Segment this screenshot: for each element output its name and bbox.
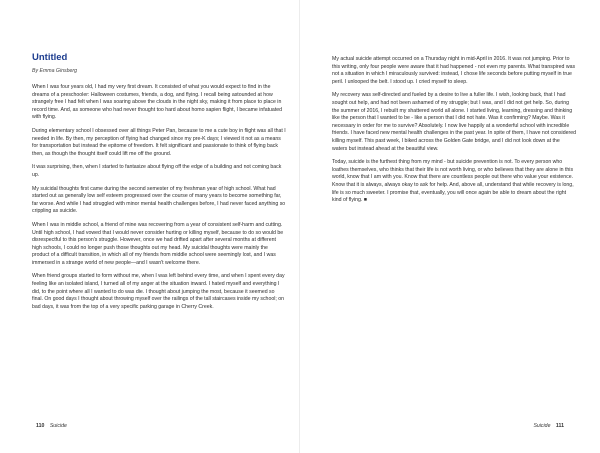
left-column-text: [32, 84, 286, 317]
left-page-footer: [32, 423, 67, 429]
paragraph: During elementary school I obsessed over all things Peter Pan, because to me a cute boy in flight was all that I needed in life. By then, my perception of flying had changed since my pre-K days; I viewed it not as a means for transportation but instead the epitome of freedom. It felt significant and passionate to think of flying back then, as though the thought itself could lift me off the ground.: [32, 127, 286, 157]
paragraph: When I was four years old, I had my very first dream. It consisted of what you would expect to find in the dreams of a preschooler: Halloween costumes, friends, a dog, and flying. I recall being astounded at how strangely free I had felt when I was soaring above the clouds in the night sky, making it from place to place in record time. And, as someone who had never thought too hard about homo sapien flight, I became infatuated with flying.: [32, 84, 283, 121]
right-column-text: [332, 56, 576, 211]
paragraph: It was surprising, then, when I started to fantasize about flying off the edge of a building and not coming back up.: [32, 164, 282, 178]
paragraph: My suicidal thoughts first came during the second semester of my freshman year of high school. What had started out as generally low self esteem progressed over the course of many years to become something far, far worse. And while I had struggled with minor mental health challenges before, I had never faced anything so crippling as suicide.: [32, 185, 286, 215]
paragraph: Today, suicide is the furthest thing from my mind - but suicide prevention is not. To every person who loathes themselves, who thinks that their life is not worth living, or who believes that they are alone in this world, know that I am with you. Know that there are countless people out there who value your existence. Know that it is always, always okay to ask for help. And, above all, understand that while recovery is long, life is so much sweeter. I promise that, eventually, you will once again be able to dream about the right kind of flying. ■: [332, 159, 574, 204]
section-name: Suicide: [49, 423, 67, 429]
page-number: 110: [36, 423, 45, 429]
right-page: [300, 0, 600, 453]
right-page-footer: [533, 423, 568, 429]
page-number: 111: [555, 423, 564, 429]
paragraph: When friend groups started to form without me, when I was left behind every time, and when I spent every day feeling like an isolated island, I turned all of my anger at the situation inward. I hated myself and everything I did, to the point where all I wanted to do was die. I thought about jumping the most, because it seemed so final. On good days I thought about throwing myself over the railings of the tall staircases inside my school; on bad days, it was from the top of a very specific parking garage in Cherry Creek.: [32, 273, 285, 310]
section-name: Suicide: [533, 423, 551, 429]
article-byline: By Emma Ginsberg: [32, 68, 77, 74]
article-title: Untitled: [32, 52, 68, 63]
paragraph: My actual suicide attempt occurred on a Thursday night in mid-April in 2016. It was not jumping. Prior to this writing, only four people were aware that it had happened - not even my parents. What transpired was not a situation in which I miraculously survived: instead, I chose life seconds before putting myself in true peril. I unlooped the belt. I stood up. I cried myself to sleep.: [332, 56, 576, 85]
paragraph: My recovery was self-directed and fueled by a desire to live a fuller life. I wish, looking back, that I had sought out help, and had not been ashamed of my struggle; but I was, and I did not get help. So, during the summer of 2016, I rebuilt my shattered world all alone. I started living, learning, dressing and thinking like the person that I wanted to be - like a person that I did not hate. Was it confirming? Maybe. Was it necessary in order for me to survive? Absolutely. I now live happily at a wonderful school with incredible friends. I have faced new mental health challenges in the past year. In spite of them, I have not considered killing myself. This past week, I biked across the Golden Gate bridge, and I did not look down at the waters but instead ahead at the beautiful view.: [332, 92, 576, 152]
paragraph: When I was in middle school, a friend of mine was recovering from a year of consistent self-harm and cutting. Until high school, I had vowed that I would never consider hurting or killing myself, because to do so would be disrespectful to this person's struggle. However, once we had drifted apart after several months at different high schools, I could no longer push those thoughts out my head. My suicidal thoughts were mainly the product of a difficult transition, in which all of my friends from middle school were seemingly lost, and I was immersed in a strange world of new people—and I wasn't welcome there.: [32, 221, 284, 266]
